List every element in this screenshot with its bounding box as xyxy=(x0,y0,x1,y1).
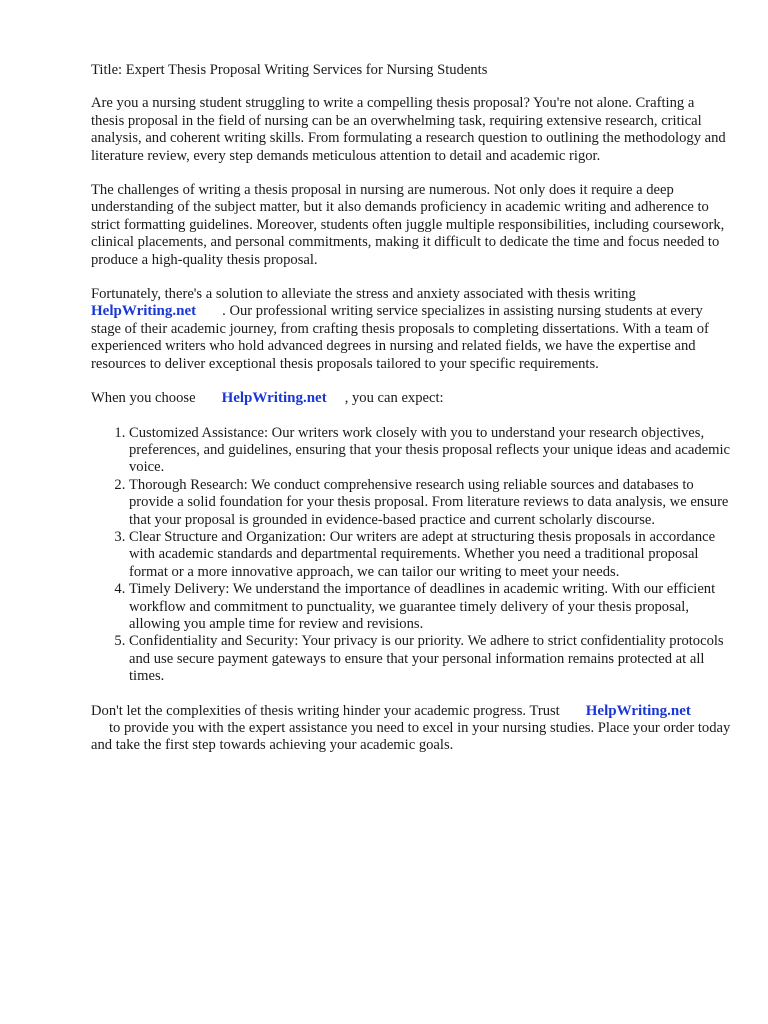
document-title: Title: Expert Thesis Proposal Writing Services for Nursing Students xyxy=(91,62,488,78)
paragraph-challenges: The challenges of writing a thesis proposal in nursing are numerous. Not only does it require a deep understanding of the subject matter, but it also demands proficiency in academic writing and adherence to strict formatting guidelines. Moreover, students often juggle multiple responsibilities, including coursework, clinical placements, and personal commitments, making it difficult to dedicate the time and focus needed to produce a high-quality thesis proposal. xyxy=(91,182,725,268)
helpwriting-link-1[interactable]: HelpWriting.net xyxy=(91,303,197,320)
list-item: 5. Confidentiality and Security: Your privacy is our priority. We adhere to strict confidentiality protocols and use secure payment gateways to ensure that your personal information remains protected at all times. xyxy=(129,633,731,685)
list-item: 4. Timely Delivery: We understand the importance of deadlines in academic writing. With our efficient workflow and commitment to punctuality, we guarantee timely delivery of your thesis proposal, allowing you ample time for review and revisions. xyxy=(129,581,731,633)
paragraph-solution-text-end: . Our professional writing service specializes in assisting nursing students at every stage of their academic journey, from crafting thesis proposals to completing dissertations. With a team of experienced writers who hold advanced degrees in nursing and related fields, we have the expertise and resources to deliver exceptional thesis proposals tailored to your specific requirements. xyxy=(91,303,709,372)
paragraph-expect-text-start: When you choose xyxy=(91,390,196,407)
paragraph-solution xyxy=(91,286,731,373)
list-item: 1. Customized Assistance: Our writers work closely with you to understand your research objectives, preferences, and guidelines, ensuring that your thesis proposal reflects your unique ideas and academic voice. xyxy=(129,425,731,477)
helpwriting-link-3[interactable]: HelpWriting.net xyxy=(585,702,691,719)
benefits-list xyxy=(91,425,731,686)
paragraph-intro: Are you a nursing student struggling to write a compelling thesis proposal? You're not alone. Crafting a thesis proposal in the field of nursing can be an overwhelming task, requiring extensive research, critical analysis, and coherent writing skills. From formulating a research question to outlining the methodology and literature review, every step demands meticulous attention to detail and academic rigor. xyxy=(91,95,726,164)
list-item: 2. Thorough Research: We conduct comprehensive research using reliable sources and databases to provide a solid foundation for your thesis proposal. From literature reviews to data analysis, we ensure that your proposal is grounded in evidence-based practice and current scholarly discourse. xyxy=(129,477,731,529)
paragraph-closing-text-start: Don't let the complexities of thesis writing hinder your academic progress. Trust xyxy=(91,702,560,719)
paragraph-closing xyxy=(91,703,731,755)
paragraph-solution-text-start: Fortunately, there's a solution to alleviate the stress and anxiety associated with thesis writing xyxy=(91,286,636,303)
helpwriting-link-2[interactable]: HelpWriting.net xyxy=(221,390,327,407)
paragraph-closing-text-end: to provide you with the expert assistance you need to excel in your nursing studies. Place your order today and take the first step towards achieving your academic goals. xyxy=(91,720,731,754)
paragraph-expect xyxy=(91,390,731,407)
document-page xyxy=(91,62,731,772)
paragraph-expect-text-end: , you can expect: xyxy=(344,390,444,407)
list-item: 3. Clear Structure and Organization: Our writers are adept at structuring thesis proposals in accordance with academic standards and departmental requirements. Whether you need a traditional proposal format or a more innovative approach, we can tailor our writing to meet your needs. xyxy=(129,529,731,581)
